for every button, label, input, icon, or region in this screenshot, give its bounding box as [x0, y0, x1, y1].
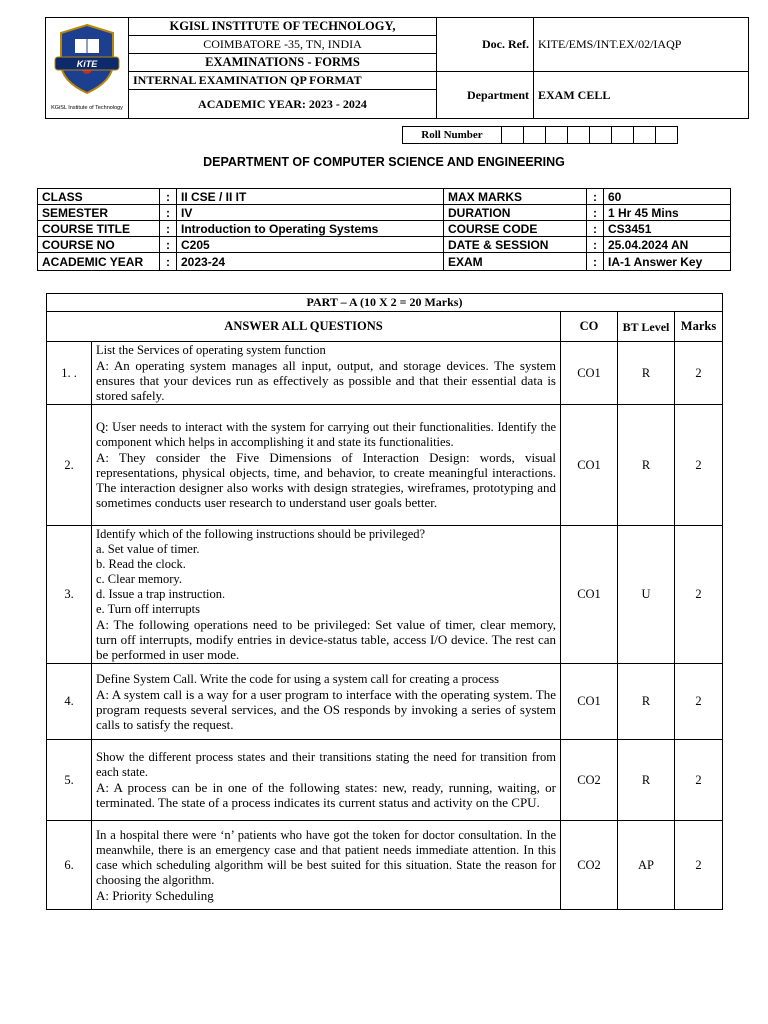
- question-row: [47, 342, 723, 405]
- question-line: In a hospital there were ‘n’ patients who have got the token for doctor consultation. In the meanwhile, there is an emergency case and that patient needs immediate attention. In this case which scheduling algorithm will be best suited for this situation. State the reason for choosing the algorithm.: [96, 827, 556, 887]
- department-value: EXAM CELL: [534, 72, 749, 119]
- question-co: CO2: [561, 740, 618, 821]
- roll-number-box: [402, 126, 678, 144]
- answer-text: A: The following operations need to be privileged: Set value of timer, clear memory, turn off interrupts, modify entries in device-status table, access I/O device. The rest can be performed in user mode.: [96, 617, 556, 662]
- question-text: [92, 342, 561, 405]
- department-label: Department: [437, 72, 534, 119]
- question-bt-level: U: [618, 526, 675, 664]
- info-row: [38, 189, 731, 205]
- info-colon: :: [587, 189, 604, 205]
- question-text: [92, 740, 561, 821]
- info-label-right: MAX MARKS: [444, 189, 587, 205]
- question-row: [47, 405, 723, 526]
- info-colon: :: [160, 221, 177, 237]
- question-marks: 2: [675, 664, 723, 740]
- question-marks: 2: [675, 821, 723, 910]
- roll-digit-cell[interactable]: [502, 127, 524, 144]
- svg-text:KGiSL Institute of Technology: KGiSL Institute of Technology: [51, 105, 123, 111]
- info-colon: :: [160, 237, 177, 253]
- info-row: [38, 237, 731, 253]
- header-questions: ANSWER ALL QUESTIONS: [47, 312, 561, 342]
- institute-logo: [46, 18, 129, 119]
- doc-ref-label: Doc. Ref.: [437, 18, 534, 72]
- question-number: 4.: [47, 664, 92, 740]
- question-line: Identify which of the following instructions should be privileged?: [96, 527, 426, 541]
- svg-text:KiTE: KiTE: [76, 59, 98, 69]
- roll-digit-cell[interactable]: [546, 127, 568, 144]
- info-colon: :: [160, 253, 177, 271]
- question-marks: 2: [675, 342, 723, 405]
- institution-address: COIMBATORE -35, TN, INDIA: [129, 36, 437, 54]
- question-co: CO1: [561, 664, 618, 740]
- kite-logo-icon: [47, 19, 127, 113]
- question-bt-level: R: [618, 405, 675, 526]
- info-value: IV: [177, 205, 444, 221]
- question-number: 1. .: [47, 342, 92, 405]
- question-row: [47, 740, 723, 821]
- info-colon: :: [160, 189, 177, 205]
- info-value-right: IA-1 Answer Key: [604, 253, 731, 271]
- question-text: [92, 405, 561, 526]
- roll-digit-cell[interactable]: [590, 127, 612, 144]
- info-label: COURSE TITLE: [38, 221, 160, 237]
- question-marks: 2: [675, 740, 723, 821]
- info-label-right: DURATION: [444, 205, 587, 221]
- info-label: ACADEMIC YEAR: [38, 253, 160, 271]
- answer-text: A: A process can be in one of the following states: new, ready, running, waiting, or terminated. The state of a process indicates its current status and activity on the CPU.: [96, 780, 556, 810]
- info-row: [38, 205, 731, 221]
- header-marks: Marks: [675, 312, 723, 342]
- question-text: [92, 664, 561, 740]
- roll-digit-cell[interactable]: [634, 127, 656, 144]
- info-label: SEMESTER: [38, 205, 160, 221]
- course-info-table: [37, 188, 731, 271]
- question-co: CO1: [561, 526, 618, 664]
- question-number: 6.: [47, 821, 92, 910]
- question-bt-level: R: [618, 342, 675, 405]
- info-value: II CSE / II IT: [177, 189, 444, 205]
- questions-table: [46, 293, 723, 910]
- info-label: CLASS: [38, 189, 160, 205]
- part-title: PART – A (10 X 2 = 20 Marks): [47, 294, 723, 312]
- question-co: CO1: [561, 342, 618, 405]
- question-bt-level: R: [618, 664, 675, 740]
- department-title: DEPARTMENT OF COMPUTER SCIENCE AND ENGINEERING: [203, 155, 565, 169]
- question-line: List the Services of operating system function: [96, 343, 326, 357]
- info-row: [38, 221, 731, 237]
- info-colon: :: [160, 205, 177, 221]
- question-line: Q: User needs to interact with the system for carrying out their functionalities. Identify the component which helps in accomplishing it and state its functionalities.: [96, 420, 556, 449]
- info-colon: :: [587, 205, 604, 221]
- roll-digit-cell[interactable]: [568, 127, 590, 144]
- format-title: INTERNAL EXAMINATION QP FORMAT: [129, 72, 437, 90]
- info-row: [38, 253, 731, 271]
- info-value-right: 60: [604, 189, 731, 205]
- question-line: Show the different process states and their transitions stating the need for transition from each state.: [96, 750, 556, 779]
- question-line: a. Set value of timer.: [96, 542, 200, 556]
- question-text: [92, 526, 561, 664]
- question-marks: 2: [675, 526, 723, 664]
- question-row: [47, 526, 723, 664]
- info-value-right: 1 Hr 45 Mins: [604, 205, 731, 221]
- roll-number-label: Roll Number: [403, 127, 502, 144]
- question-line: d. Issue a trap instruction.: [96, 587, 226, 601]
- question-line: Define System Call. Write the code for using a system call for creating a process: [96, 671, 499, 686]
- header-co: CO: [561, 312, 618, 342]
- question-line: c. Clear memory.: [96, 572, 182, 586]
- question-number: 2.: [47, 405, 92, 526]
- academic-year-header: ACADEMIC YEAR: 2023 - 2024: [129, 90, 437, 119]
- info-colon: :: [587, 237, 604, 253]
- info-value-right: CS3451: [604, 221, 731, 237]
- question-bt-level: R: [618, 740, 675, 821]
- question-line: e. Turn off interrupts: [96, 602, 200, 616]
- question-row: [47, 664, 723, 740]
- info-value: Introduction to Operating Systems: [177, 221, 444, 237]
- question-number: 5.: [47, 740, 92, 821]
- header-bt-level: BT Level: [618, 312, 675, 342]
- info-label-right: COURSE CODE: [444, 221, 587, 237]
- info-label-right: EXAM: [444, 253, 587, 271]
- info-value: C205: [177, 237, 444, 253]
- info-label: COURSE NO: [38, 237, 160, 253]
- roll-digit-cell[interactable]: [524, 127, 546, 144]
- roll-digit-cell[interactable]: [612, 127, 634, 144]
- forms-title: EXAMINATIONS - FORMS: [129, 54, 437, 72]
- question-text: [92, 821, 561, 910]
- info-label-right: DATE & SESSION: [444, 237, 587, 253]
- roll-digit-cell[interactable]: [656, 127, 678, 144]
- answer-text: A: Priority Scheduling: [96, 887, 214, 903]
- question-marks: 2: [675, 405, 723, 526]
- info-value: 2023-24: [177, 253, 444, 271]
- institution-name: KGISL INSTITUTE OF TECHNOLOGY,: [129, 18, 437, 36]
- answer-text: A: They consider the Five Dimensions of Interaction Design: words, visual representations, physical objects, time, and behavior, to create meaningful interactions. The interaction designer also works with design strategies, wireframes, prototyping and sometimes conducts user research to understand user goals better.: [96, 450, 556, 510]
- form-header: [45, 17, 749, 119]
- question-row: [47, 821, 723, 910]
- info-value-right: 25.04.2024 AN: [604, 237, 731, 253]
- question-line: b. Read the clock.: [96, 557, 186, 571]
- info-colon: :: [587, 253, 604, 271]
- question-number: 3.: [47, 526, 92, 664]
- doc-ref-value: KITE/EMS/INT.EX/02/IAQP: [534, 18, 749, 72]
- answer-text: A: An operating system manages all input, output, and storage devices. The system ensures that your devices run as effectively as possible and that their essential data is stored safely.: [96, 358, 556, 403]
- answer-text: A: A system call is a way for a user program to interface with the operating system. The program requests several services, and the OS responds by invoking a series of system calls to satisfy the request.: [96, 686, 556, 732]
- info-colon: :: [587, 221, 604, 237]
- question-co: CO1: [561, 405, 618, 526]
- question-bt-level: AP: [618, 821, 675, 910]
- question-co: CO2: [561, 821, 618, 910]
